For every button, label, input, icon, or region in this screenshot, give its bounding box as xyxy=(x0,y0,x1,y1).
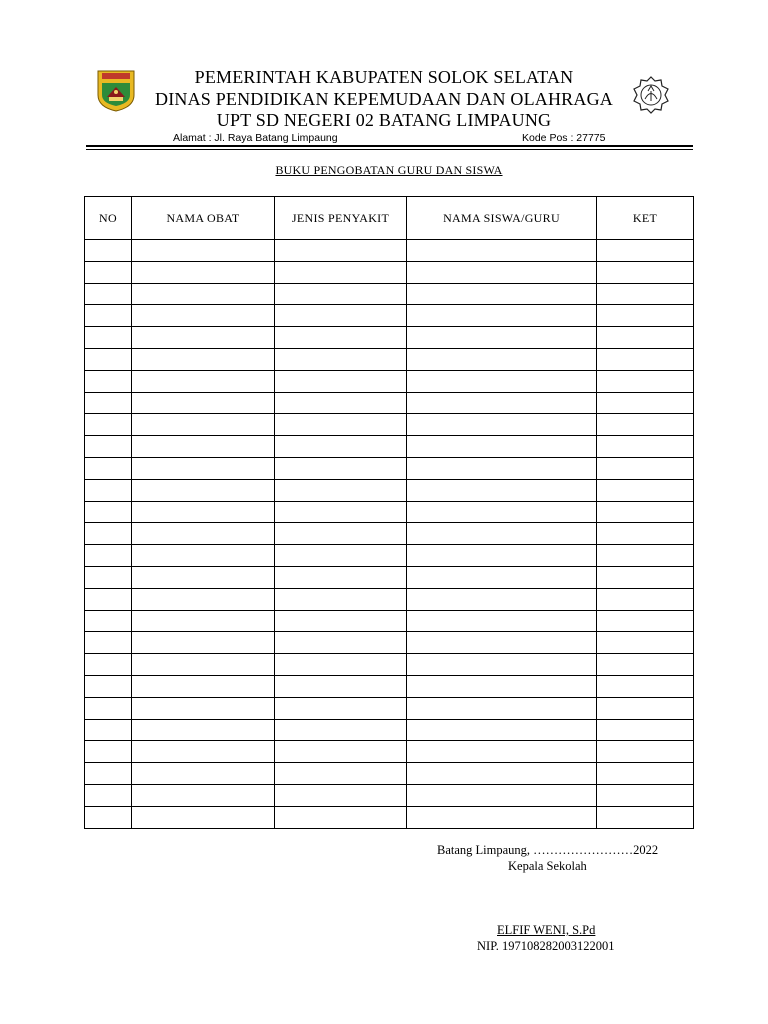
table-row xyxy=(85,697,694,719)
table-cell xyxy=(85,610,132,632)
table-cell xyxy=(85,654,132,676)
table-row xyxy=(85,436,694,458)
table-cell xyxy=(132,763,275,785)
table-cell xyxy=(597,784,694,806)
table-cell xyxy=(132,610,275,632)
table-cell xyxy=(85,806,132,828)
table-cell xyxy=(597,457,694,479)
table-cell xyxy=(275,806,407,828)
table-cell xyxy=(275,240,407,262)
table-row xyxy=(85,741,694,763)
table-cell xyxy=(132,348,275,370)
table-cell xyxy=(85,719,132,741)
table-cell xyxy=(275,501,407,523)
table-cell xyxy=(85,327,132,349)
table-cell xyxy=(597,370,694,392)
table-cell xyxy=(132,261,275,283)
table-cell xyxy=(85,305,132,327)
table-cell xyxy=(85,414,132,436)
table-cell xyxy=(85,392,132,414)
table-cell xyxy=(275,675,407,697)
table-cell xyxy=(275,588,407,610)
table-cell xyxy=(275,348,407,370)
table-cell xyxy=(275,523,407,545)
table-body xyxy=(85,240,694,829)
table-cell xyxy=(407,588,597,610)
table-cell xyxy=(407,566,597,588)
table-cell xyxy=(275,697,407,719)
table-cell xyxy=(597,261,694,283)
table-cell xyxy=(407,523,597,545)
table-cell xyxy=(407,370,597,392)
table-cell xyxy=(275,414,407,436)
table-cell xyxy=(597,436,694,458)
table-row xyxy=(85,566,694,588)
table-cell xyxy=(132,784,275,806)
table-row xyxy=(85,675,694,697)
table-cell xyxy=(597,654,694,676)
table-cell xyxy=(132,457,275,479)
table-cell xyxy=(275,305,407,327)
table-row xyxy=(85,327,694,349)
column-header-illness-type: JENIS PENYAKIT xyxy=(275,197,407,240)
table-cell xyxy=(132,479,275,501)
table-cell xyxy=(597,806,694,828)
document-title: BUKU PENGOBATAN GURU DAN SISWA xyxy=(275,163,503,177)
table-cell xyxy=(597,741,694,763)
table-cell xyxy=(275,436,407,458)
table-cell xyxy=(132,305,275,327)
table-cell xyxy=(275,632,407,654)
header-postal-code: Kode Pos : 27775 xyxy=(522,132,606,144)
table-cell xyxy=(407,784,597,806)
table-cell xyxy=(407,741,597,763)
signature-place-date: Batang Limpaung, ……………………2022 xyxy=(437,843,659,857)
column-header-remarks: KET xyxy=(597,197,694,240)
table-cell xyxy=(407,697,597,719)
table-row xyxy=(85,392,694,414)
table-row xyxy=(85,654,694,676)
table-cell xyxy=(275,741,407,763)
table-cell xyxy=(85,763,132,785)
table-row xyxy=(85,370,694,392)
table-cell xyxy=(275,457,407,479)
table-cell xyxy=(597,719,694,741)
table-cell xyxy=(85,523,132,545)
table-cell xyxy=(275,261,407,283)
table-cell xyxy=(407,457,597,479)
signature-nip: NIP. 197108282003122001 xyxy=(477,939,615,953)
table-row xyxy=(85,523,694,545)
table-row xyxy=(85,305,694,327)
table-cell xyxy=(85,479,132,501)
table-cell xyxy=(407,654,597,676)
table-row xyxy=(85,348,694,370)
table-cell xyxy=(275,566,407,588)
table-cell xyxy=(85,501,132,523)
medication-log-table xyxy=(84,196,694,829)
table-row xyxy=(85,457,694,479)
table-cell xyxy=(132,501,275,523)
table-cell xyxy=(597,479,694,501)
table-cell xyxy=(275,545,407,567)
table-row xyxy=(85,545,694,567)
table-cell xyxy=(275,283,407,305)
table-cell xyxy=(597,392,694,414)
table-cell xyxy=(597,327,694,349)
table-cell xyxy=(132,240,275,262)
table-cell xyxy=(597,348,694,370)
table-cell xyxy=(132,370,275,392)
table-cell xyxy=(85,545,132,567)
column-header-student-teacher-name: NAMA SISWA/GURU xyxy=(407,197,597,240)
table-cell xyxy=(597,501,694,523)
table-row xyxy=(85,283,694,305)
header-divider-thick xyxy=(86,145,693,147)
table-row xyxy=(85,719,694,741)
table-cell xyxy=(275,610,407,632)
table-cell xyxy=(407,675,597,697)
column-header-medicine-name: NAMA OBAT xyxy=(132,197,275,240)
table-row xyxy=(85,588,694,610)
table-row xyxy=(85,240,694,262)
table-cell xyxy=(407,392,597,414)
table-cell xyxy=(85,632,132,654)
table-row xyxy=(85,610,694,632)
table-cell xyxy=(407,719,597,741)
table-cell xyxy=(407,806,597,828)
header-government-line: PEMERINTAH KABUPATEN SOLOK SELATAN xyxy=(194,67,574,87)
header-address: Alamat : Jl. Raya Batang Limpaung xyxy=(173,132,338,144)
table-cell xyxy=(597,697,694,719)
signature-name: ELFIF WENI, S.Pd xyxy=(497,923,596,937)
table-row xyxy=(85,763,694,785)
table-cell xyxy=(597,283,694,305)
table-cell xyxy=(132,697,275,719)
table-cell xyxy=(275,719,407,741)
table-cell xyxy=(407,436,597,458)
table-cell xyxy=(597,240,694,262)
table-cell xyxy=(275,392,407,414)
table-cell xyxy=(407,283,597,305)
signature-role: Kepala Sekolah xyxy=(508,859,587,873)
table-cell xyxy=(597,588,694,610)
table-cell xyxy=(132,436,275,458)
table-cell xyxy=(597,305,694,327)
table-cell xyxy=(132,392,275,414)
table-cell xyxy=(85,436,132,458)
table-cell xyxy=(597,414,694,436)
table-cell xyxy=(85,784,132,806)
table-cell xyxy=(85,261,132,283)
table-row xyxy=(85,501,694,523)
table-row xyxy=(85,632,694,654)
table-cell xyxy=(407,545,597,567)
table-cell xyxy=(597,763,694,785)
table-cell xyxy=(132,523,275,545)
table-cell xyxy=(85,741,132,763)
table-cell xyxy=(597,545,694,567)
table-cell xyxy=(407,348,597,370)
table-cell xyxy=(85,566,132,588)
table-cell xyxy=(85,240,132,262)
header-school-line: UPT SD NEGERI 02 BATANG LIMPAUNG xyxy=(216,110,552,130)
table-row xyxy=(85,261,694,283)
table-cell xyxy=(132,414,275,436)
table-cell xyxy=(132,806,275,828)
table-cell xyxy=(597,610,694,632)
header-divider-thin xyxy=(86,149,693,150)
table-cell xyxy=(275,784,407,806)
table-cell xyxy=(275,327,407,349)
table-cell xyxy=(85,457,132,479)
table-cell xyxy=(132,545,275,567)
table-cell xyxy=(132,566,275,588)
table-cell xyxy=(275,370,407,392)
table-cell xyxy=(597,632,694,654)
table-cell xyxy=(85,370,132,392)
table-row xyxy=(85,414,694,436)
table-cell xyxy=(132,632,275,654)
header-department-line: DINAS PENDIDIKAN KEPEMUDAAN DAN OLAHRAGA xyxy=(155,89,613,109)
table-cell xyxy=(132,741,275,763)
table-cell xyxy=(132,283,275,305)
table-cell xyxy=(132,654,275,676)
table-cell xyxy=(407,327,597,349)
table-cell xyxy=(85,283,132,305)
table-cell xyxy=(85,348,132,370)
table-cell xyxy=(597,566,694,588)
table-cell xyxy=(132,327,275,349)
table-cell xyxy=(85,675,132,697)
table-row xyxy=(85,479,694,501)
table-cell xyxy=(597,675,694,697)
table-row xyxy=(85,806,694,828)
table-header-row xyxy=(85,197,694,240)
table-cell xyxy=(407,763,597,785)
table-cell xyxy=(275,479,407,501)
table-cell xyxy=(407,240,597,262)
table-cell xyxy=(132,675,275,697)
table-cell xyxy=(85,588,132,610)
table-cell xyxy=(132,719,275,741)
table-cell xyxy=(275,654,407,676)
table-cell xyxy=(407,261,597,283)
table-row xyxy=(85,784,694,806)
table-cell xyxy=(85,697,132,719)
table-cell xyxy=(132,588,275,610)
column-header-no: NO xyxy=(85,197,132,240)
table-cell xyxy=(407,479,597,501)
table-cell xyxy=(407,305,597,327)
table-cell xyxy=(275,763,407,785)
table-cell xyxy=(407,414,597,436)
table-cell xyxy=(597,523,694,545)
table-cell xyxy=(407,632,597,654)
table-cell xyxy=(407,610,597,632)
table-cell xyxy=(407,501,597,523)
